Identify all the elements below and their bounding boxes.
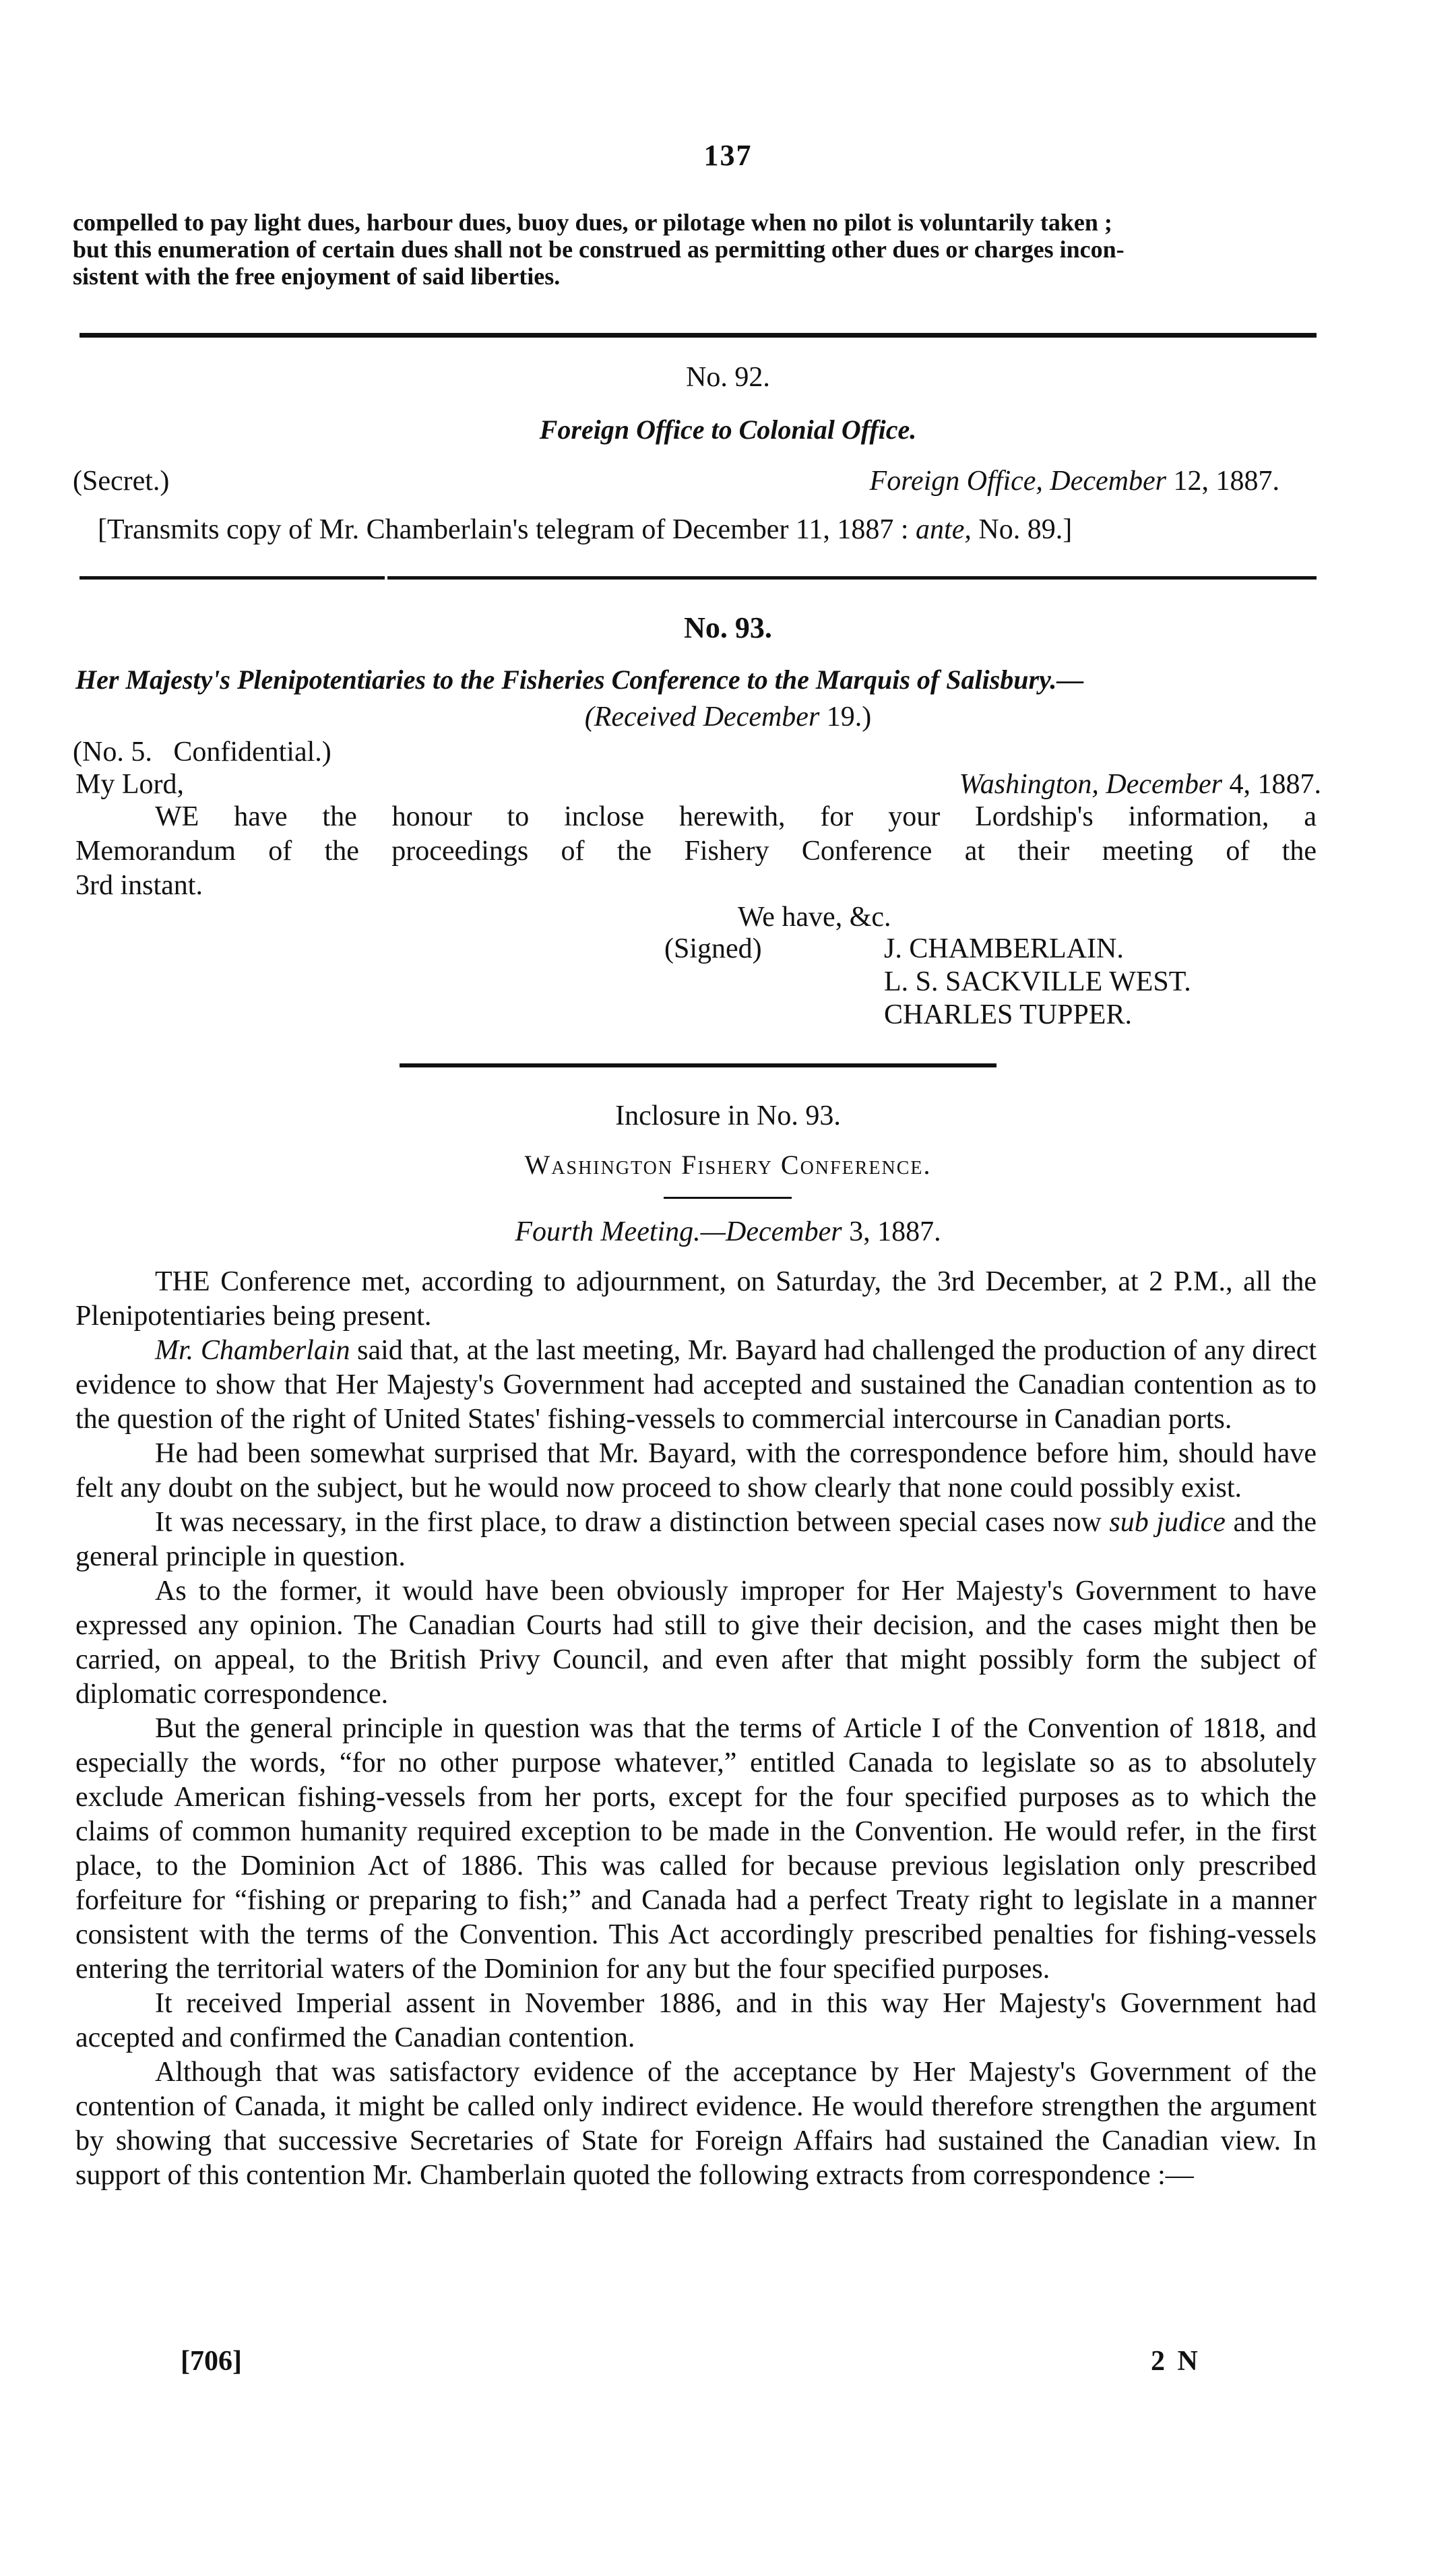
doc92-summary (98, 513, 1072, 546)
doc92-date-rest: 12, 1887. (1173, 466, 1279, 497)
minutes-body (75, 1265, 1317, 2193)
doc93-body-line-1: WE have the honour to inclose herewith, for your Lordship's information, a (155, 801, 1317, 832)
minutes-paragraph-4-pre: It was necessary, in the first place, to draw a distinction between special cases now (155, 1507, 1102, 1538)
doc93-number: No. 93. (684, 611, 772, 644)
print-number: [706] (181, 2346, 242, 2377)
doc92-number: No. 92. (686, 362, 770, 393)
minutes-paragraph-2-text: said that, at the last meeting, Mr. Bayard had challenged the production of any direct evidence to show that Her Majesty's Government had accepted and sustained the Canadian contention as to the question of the right of United States' fishing-vessels to commercial intercourse in Canadian ports. (75, 1335, 1317, 1435)
continuation-line-2: but this enumeration of certain dues shall not be construed as permitting other dues or charges incon- (73, 236, 1125, 263)
doc93-closing: We have, &c. (738, 902, 891, 933)
signature-mark: 2 N (1151, 2346, 1201, 2377)
section-rule-1 (80, 333, 1317, 338)
doc93-date-rest: 4, 1887. (1229, 769, 1321, 800)
continuation-text (73, 209, 1326, 290)
doc92-summary-post: No. 89.] (978, 514, 1073, 545)
minutes-paragraph-5: As to the former, it would have been obviously improper for Her Majesty's Government to have expressed any opinion. The Canadian Courts had still to give their decision, and the cases might then be carried, on appeal, to the British Privy Council, and even after that might possibly form the subject of diplomatic correspondence. (75, 1576, 1317, 1710)
doc93-signatory-1: J. CHAMBERLAIN. (884, 933, 1124, 964)
doc92-date-place: Foreign Office, December (869, 466, 1166, 497)
doc93-signed-label: (Signed) (664, 933, 762, 964)
minutes-paragraph-4-post: and the general principle in question. (75, 1507, 1317, 1572)
doc92-heading: Foreign Office to Colonial Office. (539, 414, 917, 445)
page-number: 137 (703, 139, 753, 172)
doc93-heading: Her Majesty's Plenipotentiaries to the Fisheries Conference to the Marquis of Salisbury.— (75, 664, 1084, 695)
doc93-salutation: My Lord, (75, 769, 184, 800)
doc93-letter-body (75, 800, 1317, 903)
doc92-summary-pre: [Transmits copy of Mr. Chamberlain's telegram of December 11, 1887 : (98, 514, 909, 545)
conference-underline (664, 1197, 792, 1199)
minutes-paragraph-6: But the general principle in question was that the terms of Article I of the Convention of 1818, and especially the words, “for no other purpose whatever,” entitled Canada to legislate so as to absolutely exclude American fishing-vessels from her ports, except for the four specified purposes as to which the claims of common humanity required exception to be made in the Convention. He would refer, in the first place, to the Dominion Act of 1886. This was called for because previous legislation only prescribed forfeiture for “fishing or preparing to fish;” and Canada had a perfect Treaty right to legislate in a manner consistent with the terms of the Convention. This Act accordingly prescribed penalties for fishing-vessels entering the territorial waters of the Dominion for any but the four specified purposes. (75, 1713, 1317, 1985)
minutes-paragraph-2 (75, 1334, 1317, 1437)
continuation-line-3: sistent with the free enjoyment of said liberties. (73, 263, 561, 290)
continuation-line-1: compelled to pay light dues, harbour dues, buoy dues, or pilotage when no pilot is voluntarily taken ; (73, 209, 1112, 236)
minutes-paragraph-8: Although that was satisfactory evidence of the acceptance by Her Majesty's Government of the contention of Canada, it might be called only indirect evidence. He would therefore strengthen the argument by showing that successive Secretaries of State for Foreign Affairs had sustained the Canadian view. In support of this contention Mr. Chamberlain quoted the following extracts from correspondence :— (75, 2057, 1317, 2191)
minutes-paragraph-1: THE Conference met, according to adjournment, on Saturday, the 3rd December, at 2 P.M., all the Plenipotentiaries being present. (75, 1266, 1317, 1332)
minutes-paragraph-3: He had been somewhat surprised that Mr. Bayard, with the correspondence before him, should have felt any doubt on the subject, but he would now proceed to show clearly that none could possibly exist. (75, 1438, 1317, 1503)
doc93-confidential: (No. 5. Confidential.) (73, 737, 331, 768)
section-rule-3 (400, 1063, 996, 1067)
minutes-paragraph-4-italic: sub judice (1109, 1507, 1226, 1538)
doc93-date-place: Washington, December (959, 769, 1222, 800)
meeting-heading-rest: 3, 1887. (849, 1216, 941, 1247)
minutes-paragraph-4 (75, 1505, 1317, 1574)
doc93-received-italic: (Received December (584, 702, 820, 733)
section-rule-2a (80, 576, 385, 580)
doc93-received-rest: 19.) (826, 702, 872, 733)
doc92-summary-ante: ante, (916, 514, 972, 545)
doc93-signatory-2: L. S. SACKVILLE WEST. (884, 966, 1191, 997)
doc93-body-line-2: Memorandum of the proceedings of the Fishery Conference at their meeting of the (75, 836, 1317, 867)
meeting-heading (0, 1216, 1456, 1248)
doc93-received (0, 701, 1456, 733)
doc93-dateline (959, 768, 1321, 801)
doc92-secret: (Secret.) (73, 466, 170, 497)
doc93-body-line-3: 3rd instant. (75, 870, 203, 901)
doc93-signatory-3: CHARLES TUPPER. (884, 999, 1132, 1030)
inclosure-title: Inclosure in No. 93. (615, 1100, 841, 1131)
speaker-name: Mr. Chamberlain (155, 1335, 350, 1366)
doc92-dateline (870, 465, 1279, 497)
meeting-heading-italic: Fourth Meeting.—December (515, 1216, 842, 1247)
minutes-paragraph-7: It received Imperial assent in November 1886, and in this way Her Majesty's Government had accepted and confirmed the Canadian contention. (75, 1988, 1317, 2053)
conference-heading: Washington Fishery Conference. (524, 1150, 932, 1180)
section-rule-2b (387, 576, 1317, 580)
